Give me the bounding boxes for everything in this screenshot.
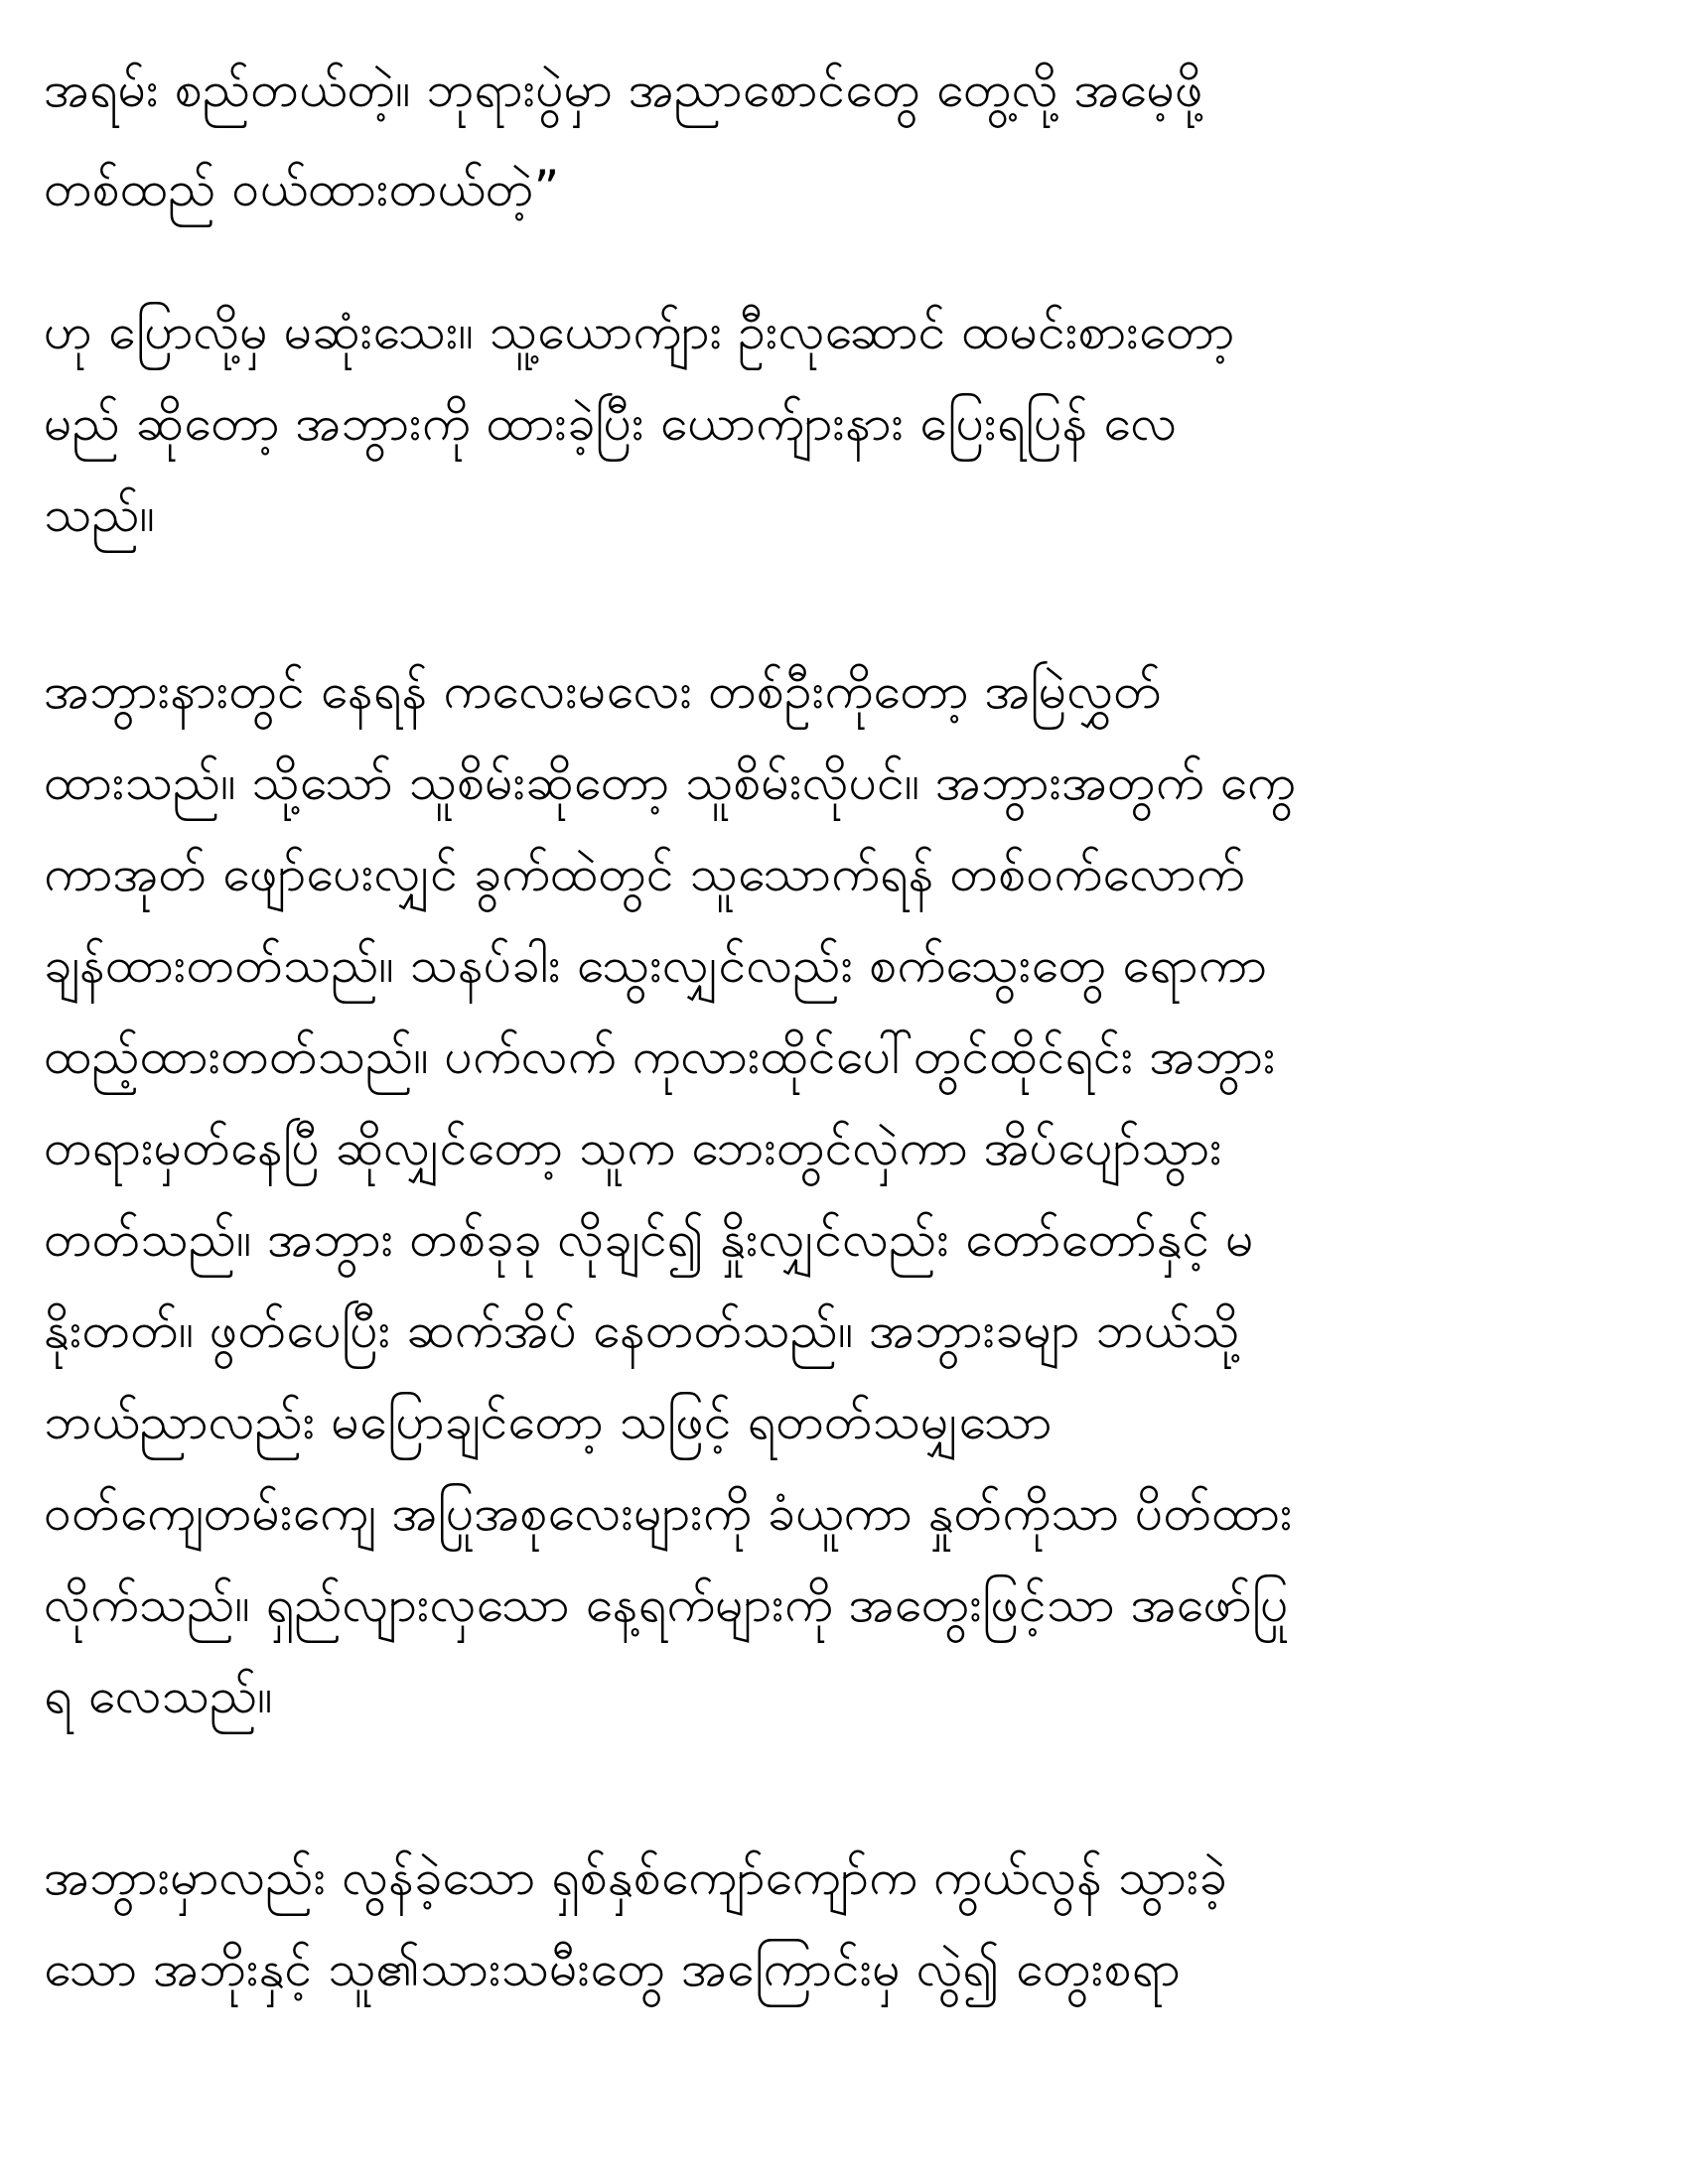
paragraph — [44, 645, 1652, 1741]
text-line: တရားမှတ်နေပြီ ဆိုလျှင်တော့ သူက ဘေးတွင်လှဲကာ အိပ်ပျော်သွား — [44, 1119, 1222, 1176]
text-line: နိုးတတ်။ ဖွတ်ပေပြီး ဆက်အိပ် နေတတ်သည်။ အဘွားခမျာ ဘယ်သို့ — [44, 1301, 1240, 1359]
text-line: တစ်ထည် ဝယ်ထားတယ်တဲ့” — [44, 160, 560, 217]
quote-paragraph — [44, 40, 1652, 238]
text-line: တတ်သည်။ အဘွား တစ်ခုခု လိုချင်၍ နှိုးလျှင်လည်း တော်တော်နှင့် မ — [44, 1210, 1254, 1268]
text-line: ထားသည်။ သို့သော် သူစိမ်းဆိုတော့ သူစိမ်းလိုပင်။ အဘွားအတွက် ကွေ — [44, 753, 1296, 811]
text-line: မည် ဆိုတော့ အဘွားကို ထားခဲ့ပြီး ယောက်ျားနား ပြေးရပြန် လေ — [44, 394, 1178, 452]
text-line: လိုက်သည်။ ရှည်လျားလှသော နေ့ရက်များကို အတွေးဖြင့်သာ အဖော်ပြု — [44, 1575, 1289, 1633]
text-line: ဟု ပြောလို့မှ မဆုံးသေး။ သူ့ယောက်ျား ဦးလုဆောင် ထမင်းစားတော့ — [44, 303, 1235, 360]
text-line: ဘယ်ညာလည်း မပြောချင်တော့ သဖြင့် ရတတ်သမျှသော — [44, 1393, 1053, 1450]
text-line: အရမ်း စည်တယ်တဲ့။ ဘုရားပွဲမှာ အညာစောင်တွေ တွေ့လို့ အမေ့ဖို့ — [44, 61, 1203, 118]
text-line: ရ လေသည်။ — [44, 1667, 273, 1724]
text-line: သော အဘိုးနှင့် သူ၏သားသမီးတွေ အကြောင်းမှ လွဲ၍ တွေးစရာ — [44, 1940, 1181, 1997]
text-line: သည်။ — [44, 485, 155, 543]
text-line: အဘွားနားတွင် နေရန် ကလေးမလေး တစ်ဦးကိုတော့ အမြဲလွှတ် — [44, 662, 1162, 720]
paragraph — [44, 286, 1652, 560]
paragraph — [44, 1832, 1652, 2014]
text-line: အဘွားမှာလည်း လွန်ခဲ့သော ရှစ်နှစ်ကျော်ကျော်က ကွယ်လွန် သွားခဲ့ — [44, 1848, 1227, 1906]
text-line: ကာအုတ် ဖျော်ပေးလျှင် ခွက်ထဲတွင် သူသောက်ရန် တစ်ဝက်လောက် — [44, 845, 1245, 902]
text-line: ထည့်ထားတတ်သည်။ ပက်လက် ကုလားထိုင်ပေါ်တွင်ထိုင်ရင်း အဘွား — [44, 1027, 1276, 1085]
text-line: ဝတ်ကျေတမ်းကျေ အပြုအစုလေးများကို ခံယူကာ နှုတ်ကိုသာ ပိတ်ထား — [44, 1484, 1293, 1542]
text-line: ချန်ထားတတ်သည်။ သနပ်ခါး သွေးလျှင်လည်း စက်သွေးတွေ ရောကာ — [44, 936, 1268, 994]
